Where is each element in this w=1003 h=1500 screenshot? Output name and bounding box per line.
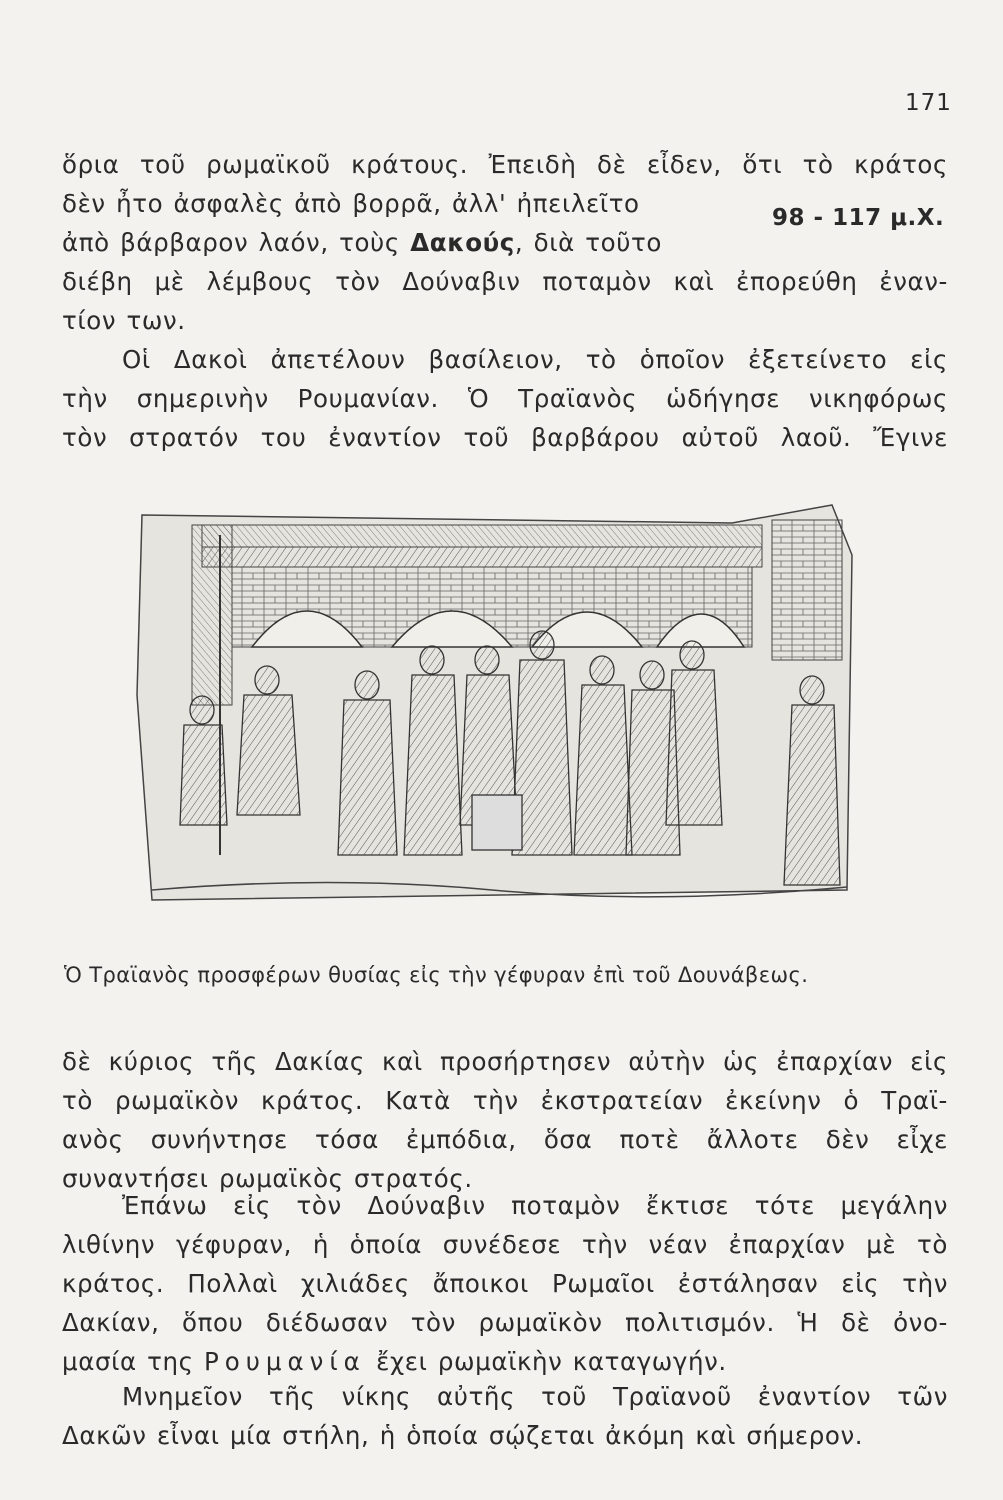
text-run: , διὰ τοῦτο [514, 228, 662, 257]
text-line: Ἐπάνω εἰς τὸν Δούναβιν ποταμὸν ἔκτισε τότε μεγάλην [122, 1191, 948, 1220]
text-run: μασία της [62, 1347, 204, 1376]
text-line: τὴν σημερινὴν Ρουμανίαν. Ὁ Τραϊανὸς ὡδήγησε νικηφόρως [62, 384, 948, 413]
second-paragraph [62, 340, 948, 457]
fourth-paragraph [62, 1186, 948, 1381]
text-line: τίον των. [62, 306, 186, 335]
third-paragraph [62, 1042, 948, 1198]
text-run: ἀπὸ βάρβαρον λαόν, τοὺς [62, 228, 411, 257]
text-line: Δακίαν, ὅπου διέδωσαν τὸν ρωμαϊκὸν πολιτισμόν. Ἡ δὲ ὀνο- [62, 1308, 948, 1337]
top-paragraph [62, 145, 948, 340]
emphasized-term: Δακούς [410, 228, 515, 257]
text-line: Μνημεῖον τῆς νίκης αὐτῆς τοῦ Τραϊανοῦ ἐναντίον τῶν [122, 1382, 948, 1411]
text-line: Οἱ Δακοὶ ἀπετέλουν βασίλειον, τὸ ὁποῖον ἐξετείνετο εἰς [122, 345, 948, 374]
text-line [62, 223, 742, 262]
text-line: τὸ ρωμαϊκὸν κράτος. Κατὰ τὴν ἐκστρατείαν ἐκείνην ὁ Τραϊ- [62, 1086, 948, 1115]
fifth-paragraph [62, 1377, 948, 1455]
page-number: 171 [905, 90, 952, 116]
text-run: ἔχει ρωμαϊκὴν καταγωγήν. [365, 1347, 727, 1376]
text-line: δὲ κύριος τῆς Δακίας καὶ προσήρτησεν αὐτὴν ὡς ἐπαρχίαν εἰς [62, 1047, 948, 1076]
emphasized-term: Ρουμανία [203, 1347, 366, 1376]
text-line: τὸν στρατόν του ἐναντίον τοῦ βαρβάρου αὐτοῦ λαοῦ. Ἔγινε [62, 423, 948, 452]
text-line: διέβη μὲ λέμβους τὸν Δούναβιν ποταμὸν καὶ ἐπορεύθη ἐναν- [62, 267, 948, 296]
figure-caption: Ὁ Τραϊανὸς προσφέρων θυσίας εἰς τὴν γέφυραν ἐπὶ τοῦ Δουνάβεως. [64, 963, 809, 987]
text-line: ανὸς συνήντησε τόσα ἐμπόδια, ὅσα ποτὲ ἄλλοτε δὲν εἶχε [62, 1125, 948, 1154]
relief-illustration [132, 495, 862, 915]
text-line: κράτος. Πολλαὶ χιλιάδες ἄποικοι Ρωμαῖοι ἐστάλησαν εἰς τὴν [62, 1269, 948, 1298]
text-line: συναντήσει ρωμαϊκὸς στρατός. [62, 1164, 473, 1193]
text-line: Δακῶν εἶναι μία στήλη, ἡ ὁποία σῴζεται ἀκόμη καὶ σήμερον. [62, 1421, 864, 1450]
text-line: δὲν ἦτο ἀσφαλὲς ἀπὸ βορρᾶ, ἀλλ' ἠπειλεῖτο [62, 189, 640, 218]
margin-date-note: 98 - 117 μ.Χ. [772, 205, 945, 231]
text-line: ὅρια τοῦ ρωμαϊκοῦ κράτους. Ἐπειδὴ δὲ εἶδεν, ὅτι τὸ κράτος [62, 150, 948, 179]
text-line: λιθίνην γέφυραν, ἡ ὁποία συνέδεσε τὴν νέαν ἐπαρχίαν μὲ τὸ [62, 1230, 948, 1259]
text-line [62, 1342, 948, 1381]
